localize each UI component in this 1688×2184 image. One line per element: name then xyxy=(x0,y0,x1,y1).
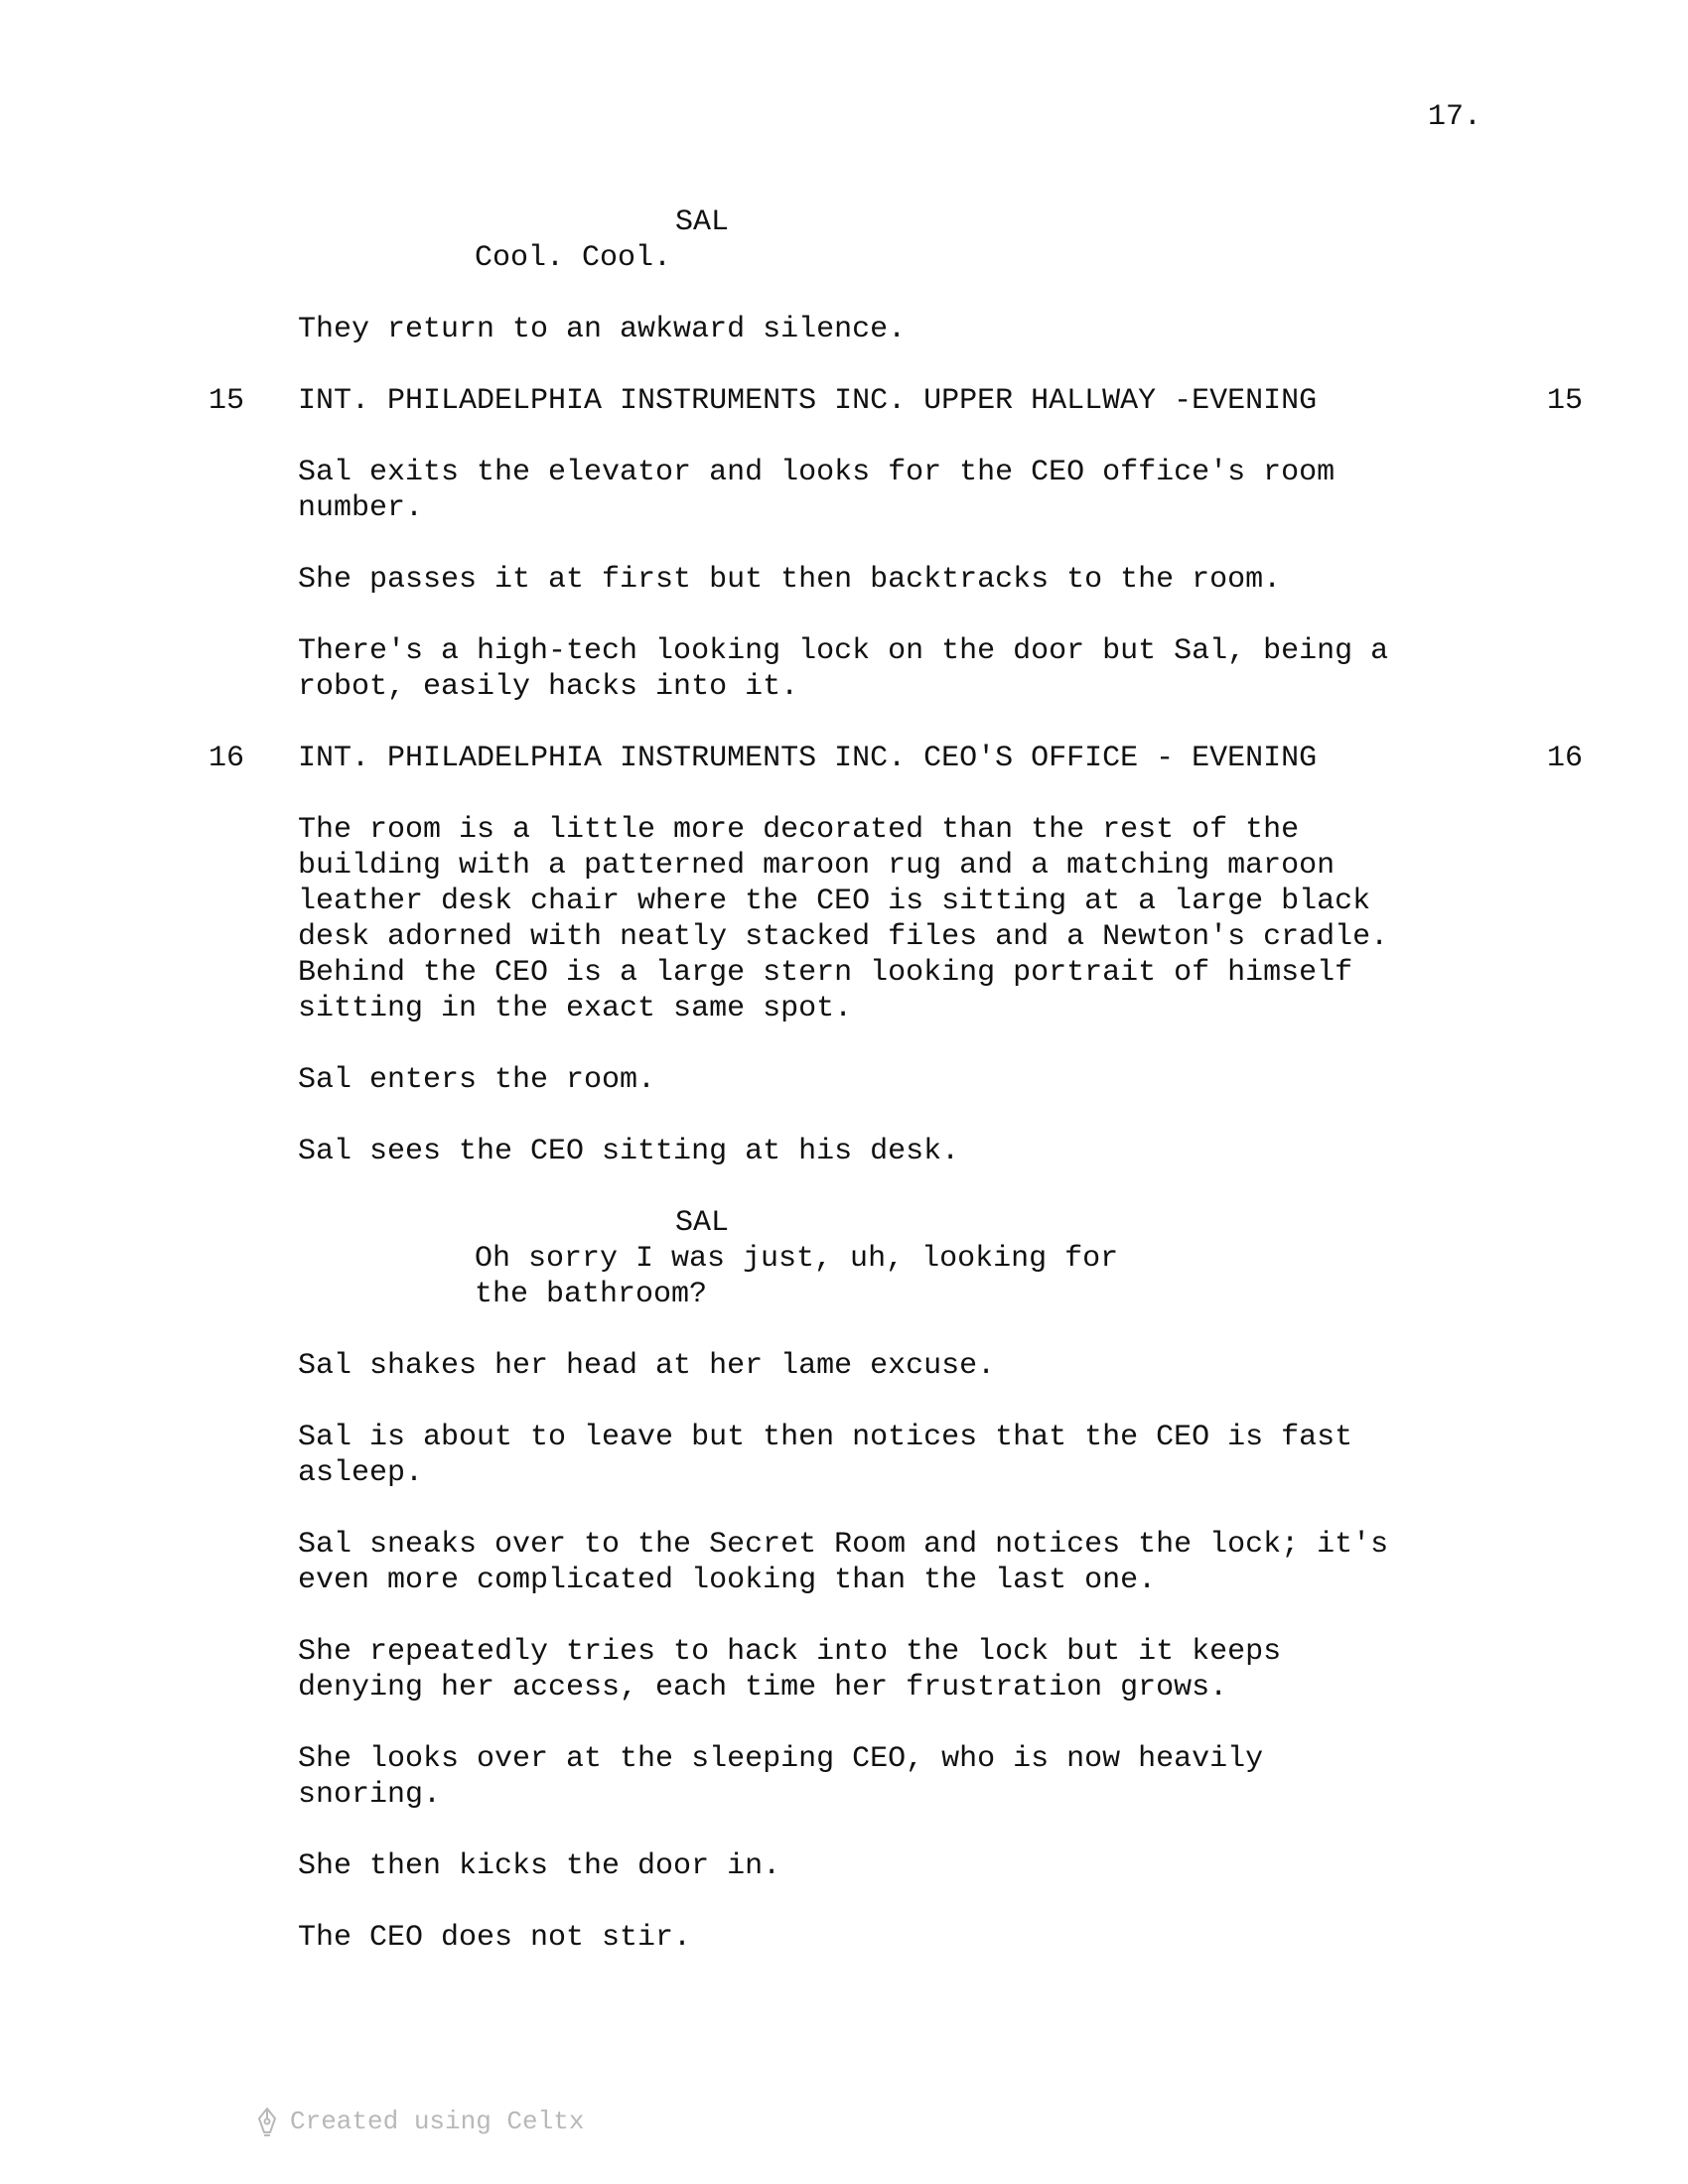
action-line: She repeatedly tries to hack into the lock but it keeps denying her access, each time her frustration grows. xyxy=(298,1635,1282,1705)
action-line: The CEO does not stir. xyxy=(298,1921,692,1955)
scene-heading: INT. PHILADELPHIA INSTRUMENTS INC. CEO'S OFFICE - EVENING xyxy=(298,742,1318,775)
action-line: Sal enters the room. xyxy=(298,1063,656,1097)
action-line: She looks over at the sleeping CEO, who is now heavily snoring. xyxy=(298,1742,1264,1812)
scene-number-right: 15 xyxy=(1547,384,1584,418)
action-line: She passes it at first but then backtracks to the room. xyxy=(298,563,1282,597)
scene-number-left: 16 xyxy=(209,742,245,775)
action-line: They return to an awkward silence. xyxy=(298,313,907,346)
action-line: She then kicks the door in. xyxy=(298,1849,781,1883)
action-line: Sal sees the CEO sitting at his desk. xyxy=(298,1135,960,1168)
action-line: Sal exits the elevator and looks for the CEO office's room number. xyxy=(298,456,1336,525)
action-line: Sal is about to leave but then notices that the CEO is fast asleep. xyxy=(298,1421,1353,1490)
scene-number-left: 15 xyxy=(209,384,245,418)
dialogue: Oh sorry I was just, uh, looking for the bathroom? xyxy=(475,1242,1119,1311)
action-line: Sal sneaks over to the Secret Room and notices the lock; it's even more complicated looking than the last one. xyxy=(298,1528,1389,1597)
celtx-footer xyxy=(256,2104,584,2139)
dialogue: Cool. Cool. xyxy=(475,241,672,275)
scene-number-right: 16 xyxy=(1547,742,1584,775)
pen-nib-icon xyxy=(256,2107,278,2136)
action-line: There's a high-tech looking lock on the door but Sal, being a robot, easily hacks into it. xyxy=(298,634,1389,704)
footer-text: Created using Celtx xyxy=(290,2107,585,2136)
page-number: 17. xyxy=(1428,100,1482,134)
action-line: The room is a little more decorated than the rest of the building with a patterned maroon rug and a matching maroon leather desk chair where the CEO is sitting at a large black desk adorned with neatly stacked files and a Newton's cradle. Behind the CEO is a large stern looking portrait of himself sitting in the exact same spot. xyxy=(298,813,1389,1025)
character-name: SAL xyxy=(675,1206,730,1240)
action-line: Sal shakes her head at her lame excuse. xyxy=(298,1349,996,1383)
character-name: SAL xyxy=(675,205,730,239)
scene-heading: INT. PHILADELPHIA INSTRUMENTS INC. UPPER HALLWAY -EVENING xyxy=(298,384,1318,418)
